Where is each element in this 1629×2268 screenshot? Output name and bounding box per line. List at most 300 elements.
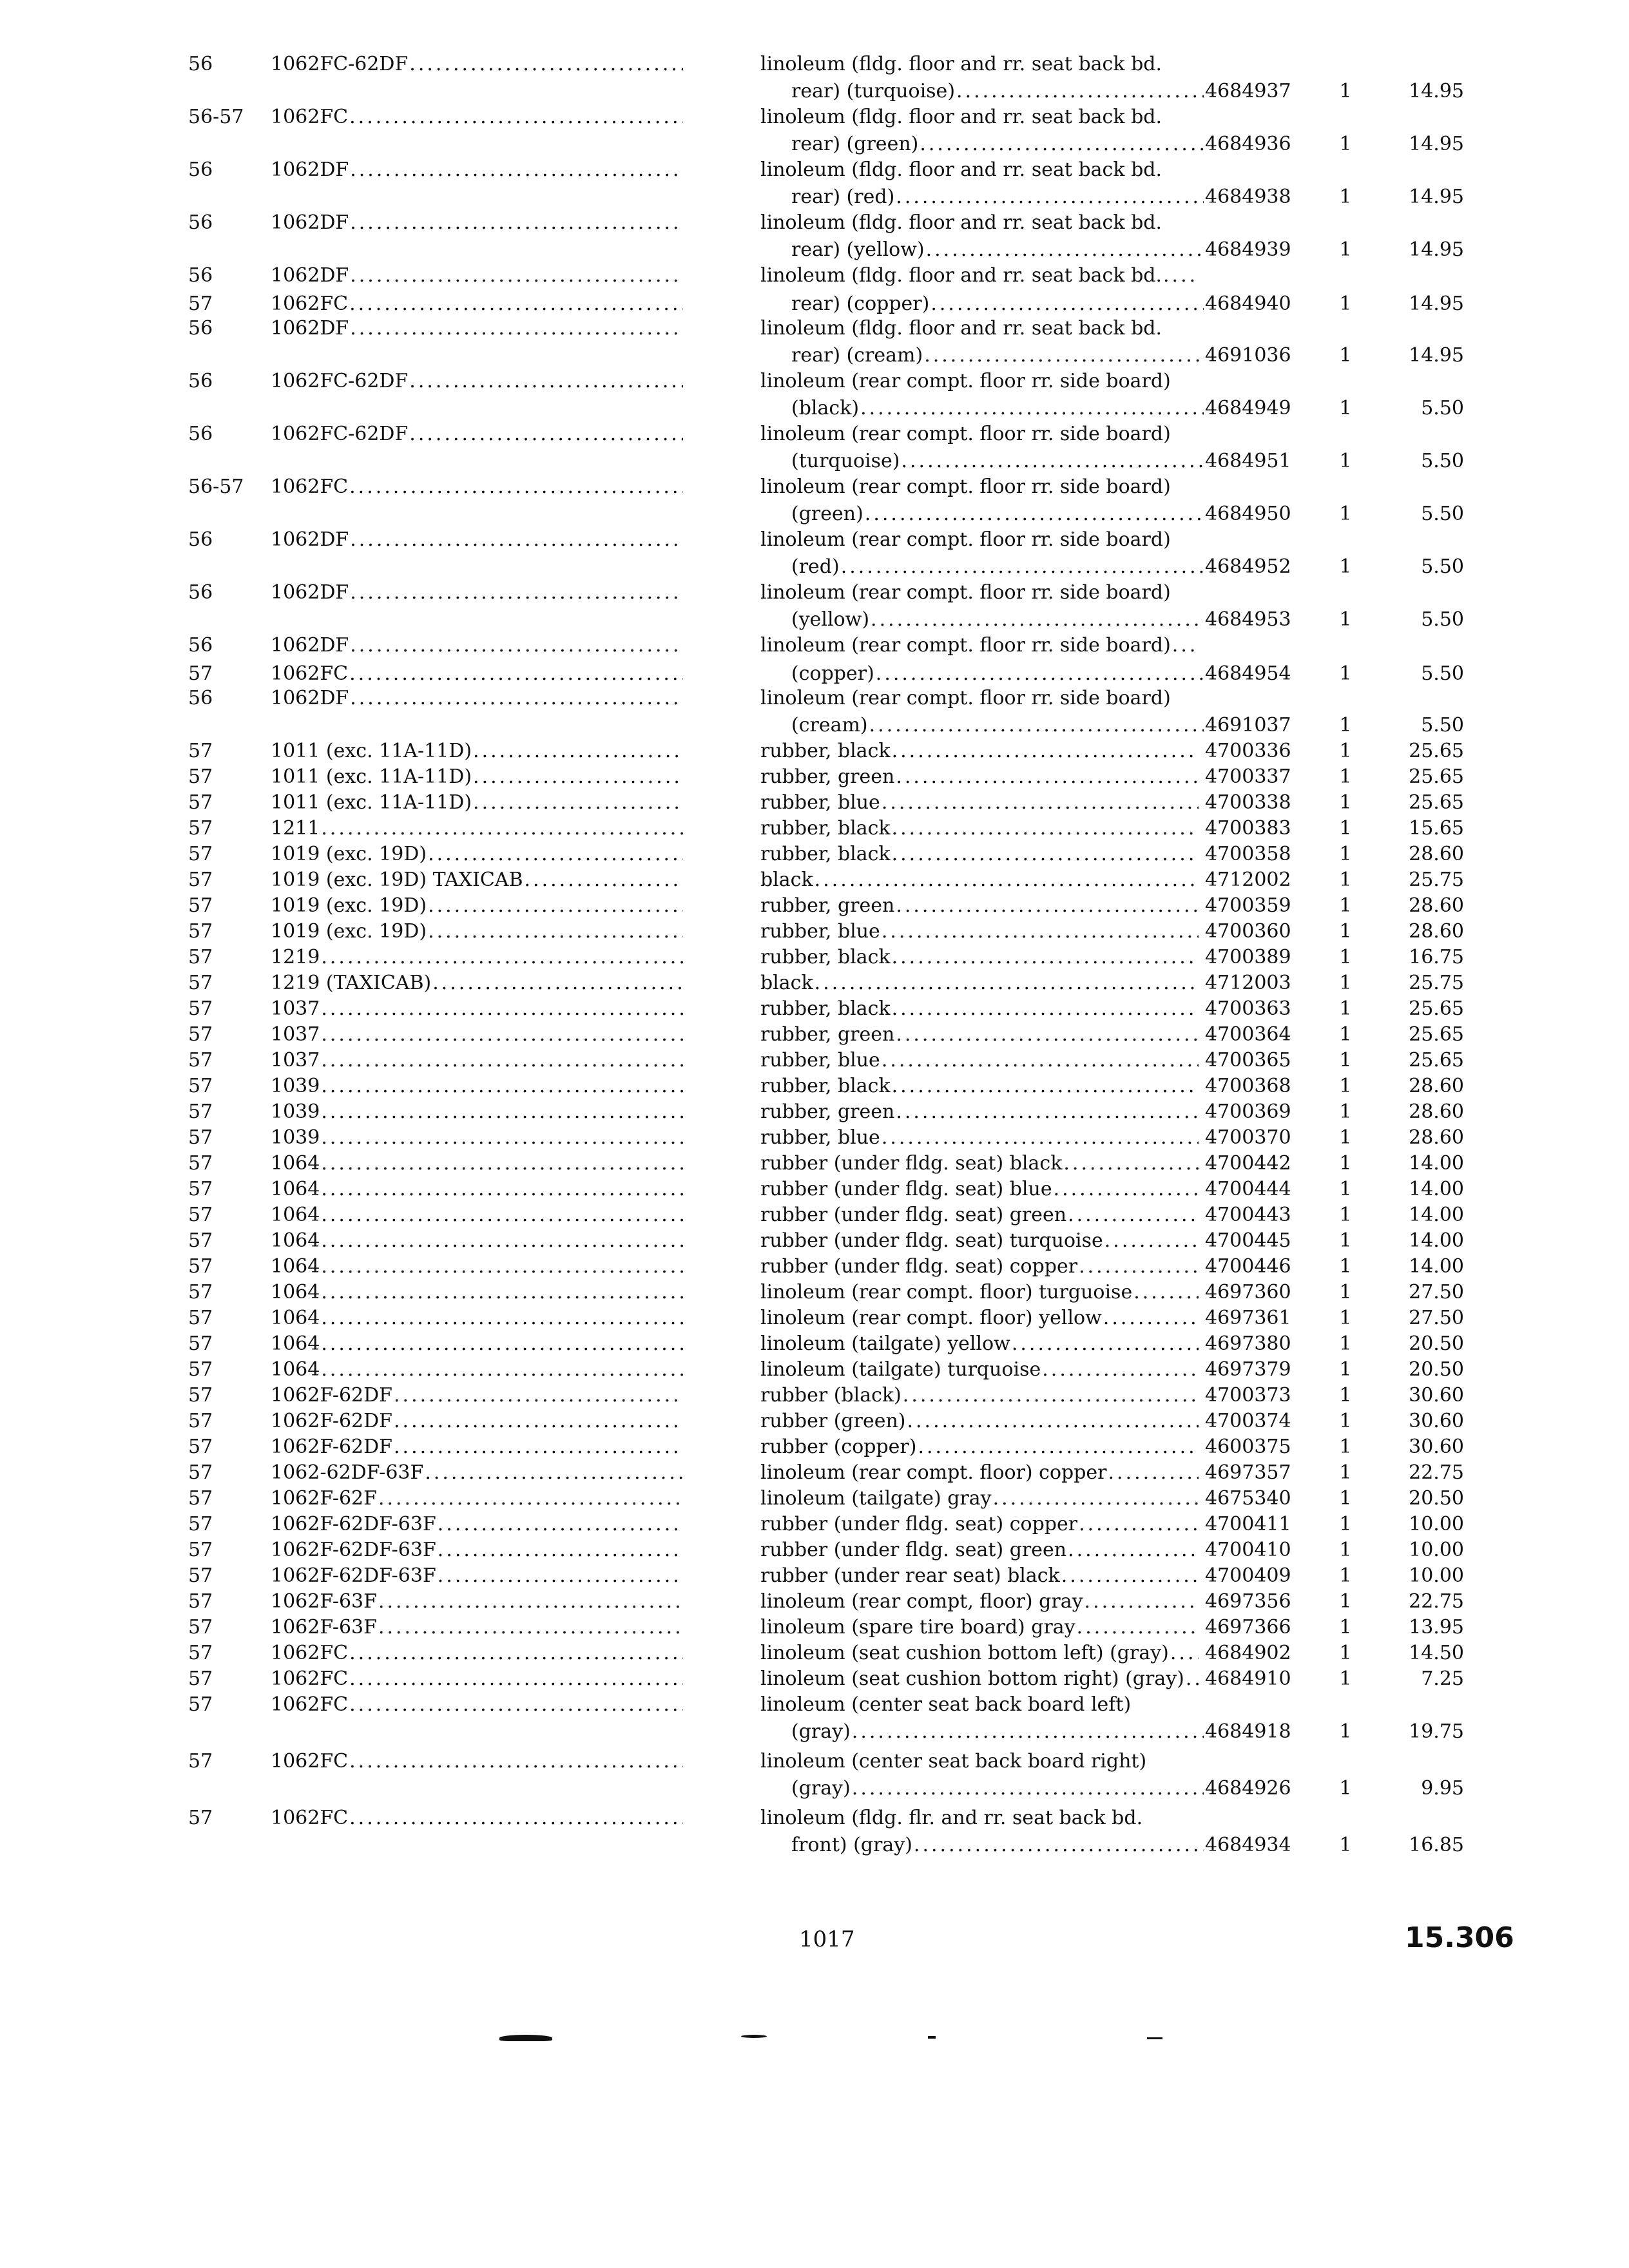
year-cell: 57: [188, 1126, 213, 1149]
table-row-continuation: [0, 184, 1629, 210]
quantity-cell: 1: [1339, 1513, 1352, 1535]
description-continuation: [791, 713, 1204, 738]
description-cell: [760, 1228, 1199, 1254]
model-cell: [271, 1280, 683, 1305]
table-row: [0, 1202, 1629, 1228]
part-number-cell: 4684910: [1205, 1667, 1291, 1690]
dot-leader: [349, 1692, 683, 1718]
model-cell: [271, 1512, 683, 1537]
price-cell: 28.60: [1409, 920, 1464, 943]
table-row: [0, 580, 1629, 606]
year-cell: 56: [188, 211, 213, 234]
dot-leader: [901, 448, 1204, 474]
quantity-cell: 1: [1339, 1384, 1352, 1407]
table-row: [0, 210, 1629, 236]
scan-artifact: [741, 2035, 767, 2038]
part-number-cell: 4697357: [1205, 1461, 1291, 1484]
year-cell: 57: [188, 1178, 213, 1200]
model-cell: [271, 1099, 683, 1125]
quantity-cell: 1: [1339, 1834, 1352, 1856]
model-cell-text: 1062FC: [271, 662, 349, 685]
price-cell: 28.60: [1409, 1075, 1464, 1097]
model-cell: [271, 1022, 683, 1048]
description-cell-text: linoleum (rear compt. floor) yellow: [760, 1307, 1102, 1329]
model-cell: [271, 1408, 683, 1434]
table-row-continuation: [0, 237, 1629, 263]
price-cell: 25.65: [1409, 997, 1464, 1020]
part-number-cell: 4700359: [1205, 894, 1291, 917]
description-continuation-text: (cream): [791, 714, 868, 736]
year-cell: 56: [188, 317, 213, 340]
table-row: [0, 1073, 1629, 1099]
description-cell: [760, 945, 1199, 970]
model-cell-text: 1062DF: [271, 581, 349, 604]
description-cell: [760, 841, 1199, 867]
dot-leader: [321, 945, 683, 970]
model-cell-text: 1062FC-62DF: [271, 423, 409, 445]
model-cell-text: 1064: [271, 1152, 320, 1175]
quantity-cell: 1: [1339, 1436, 1352, 1458]
dot-leader: [321, 1177, 683, 1202]
description-cell: linoleum (fldg. floor and rr. seat back bd.: [760, 159, 1162, 181]
dot-leader: [903, 1383, 1199, 1408]
quantity-cell: 1: [1339, 1100, 1352, 1123]
part-number-cell: 4684902: [1205, 1642, 1291, 1664]
dot-leader: [896, 893, 1199, 919]
dot-leader: [409, 52, 683, 77]
table-row: [0, 686, 1629, 711]
table-row: [0, 421, 1629, 447]
dot-leader: [924, 343, 1204, 369]
dot-leader: [350, 633, 683, 658]
year-cell: 57: [188, 972, 213, 994]
dot-leader: [1103, 1305, 1199, 1331]
model-cell-text: 1062F-63F: [271, 1590, 377, 1613]
dot-leader: [1054, 1177, 1199, 1202]
table-row: [0, 633, 1629, 658]
price-cell: 5.50: [1421, 608, 1464, 631]
dot-leader: [321, 816, 683, 841]
scan-artifact: [499, 2035, 552, 2041]
dot-leader: [378, 1589, 683, 1615]
model-cell-text: 1062DF: [271, 211, 349, 234]
model-cell: [271, 686, 683, 711]
year-cell: 57: [188, 1100, 213, 1123]
year-cell: 56: [188, 370, 213, 392]
description-cell-text: rubber (under rear seat) black: [760, 1564, 1060, 1587]
table-row: [0, 1408, 1629, 1434]
dot-leader: [349, 1666, 683, 1692]
price-cell: 22.75: [1409, 1590, 1464, 1613]
dot-leader: [321, 1073, 683, 1099]
year-cell: 56: [188, 687, 213, 709]
dot-leader: [438, 1512, 683, 1537]
description-continuation: [791, 501, 1204, 527]
year-cell: 57: [188, 1807, 213, 1829]
description-continuation-text: rear) (copper): [791, 293, 930, 315]
description-cell: [760, 1615, 1199, 1640]
year-cell: 57: [188, 843, 213, 865]
quantity-cell: 1: [1339, 740, 1352, 762]
price-cell: 14.50: [1409, 1642, 1464, 1664]
dot-leader: [321, 1305, 683, 1331]
dot-leader: [473, 764, 683, 790]
table-row-continuation: [0, 1832, 1629, 1858]
part-number-cell: 4700358: [1205, 843, 1291, 865]
dot-leader: [1104, 1228, 1199, 1254]
dot-leader: [378, 1486, 683, 1512]
model-cell-text: 1062FC: [271, 476, 349, 498]
table-row: [0, 1383, 1629, 1408]
description-cell: [760, 1177, 1199, 1202]
description-cell: [760, 790, 1199, 816]
model-cell: [271, 1749, 683, 1774]
quantity-cell: 1: [1339, 1461, 1352, 1484]
dot-leader: [349, 291, 683, 317]
table-row: [0, 1151, 1629, 1177]
quantity-cell: 1: [1339, 817, 1352, 840]
description-cell: [760, 1099, 1199, 1125]
table-row-continuation: [0, 448, 1629, 474]
table-row: [0, 474, 1629, 500]
description-cell: linoleum (rear compt. floor rr. side board): [760, 687, 1171, 709]
dot-leader: [1068, 1202, 1199, 1228]
model-cell: [271, 945, 683, 970]
description-cell-text: rubber, blue: [760, 791, 880, 814]
model-cell: [271, 474, 683, 500]
dot-leader: [432, 970, 683, 996]
price-cell: 30.60: [1409, 1410, 1464, 1432]
model-cell: [271, 1305, 683, 1331]
model-cell: [271, 738, 683, 764]
description-continuation-text: (gray): [791, 1777, 851, 1800]
model-cell-text: 1062F-62DF: [271, 1410, 392, 1432]
dot-leader: [349, 661, 683, 687]
description-cell-text: black: [760, 972, 813, 994]
description-continuation-text: rear) (cream): [791, 344, 923, 367]
table-row: [0, 1537, 1629, 1563]
year-cell: 57: [188, 1667, 213, 1690]
part-number-cell: 4700446: [1205, 1255, 1291, 1278]
description-cell: [760, 1280, 1199, 1305]
description-cell-text: linoleum (seat cushion bottom right) (gray): [760, 1667, 1184, 1690]
table-row: [0, 1589, 1629, 1615]
model-cell-text: 1062FC: [271, 1693, 349, 1716]
dot-leader: [349, 1749, 683, 1774]
dot-leader: [321, 1357, 683, 1383]
dot-leader: [1079, 1254, 1199, 1280]
table-row: [0, 1357, 1629, 1383]
table-row: [0, 970, 1629, 996]
part-number-cell: 4697379: [1205, 1358, 1291, 1381]
quantity-cell: 1: [1339, 1410, 1352, 1432]
description-cell: linoleum (fldg. floor and rr. seat back bd.: [760, 317, 1162, 340]
model-cell: [271, 104, 683, 130]
description-cell-text: linoleum (tailgate) turquoise: [760, 1358, 1041, 1381]
description-continuation-text: rear) (green): [791, 133, 919, 155]
part-number-cell: 4697360: [1205, 1281, 1291, 1303]
dot-leader: [896, 1099, 1199, 1125]
quantity-cell: 1: [1339, 450, 1352, 472]
price-cell: 10.00: [1409, 1539, 1464, 1561]
table-row: [0, 841, 1629, 867]
model-cell-text: 1062FC: [271, 1667, 349, 1690]
price-cell: 14.00: [1409, 1178, 1464, 1200]
year-cell: 56: [188, 423, 213, 445]
year-cell: 57: [188, 1513, 213, 1535]
model-cell-text: 1039: [271, 1075, 320, 1097]
price-cell: 28.60: [1409, 1100, 1464, 1123]
table-row: [0, 1615, 1629, 1640]
year-cell: 56-57: [188, 106, 244, 128]
quantity-cell: 1: [1339, 1777, 1352, 1800]
price-cell: 25.65: [1409, 1023, 1464, 1046]
model-cell-text: 1062FC: [271, 1750, 349, 1773]
model-cell: [271, 1486, 683, 1512]
year-cell: 57: [188, 791, 213, 814]
description-cell-text: rubber, green: [760, 1023, 895, 1046]
dot-leader: [882, 790, 1199, 816]
quantity-cell: 1: [1339, 1539, 1352, 1561]
model-cell: [271, 369, 683, 394]
description-cell: [760, 764, 1199, 790]
year-cell: 57: [188, 869, 213, 891]
part-number-cell: 4700411: [1205, 1513, 1291, 1535]
description-cell: linoleum (fldg. flr. and rr. seat back bd.: [760, 1807, 1143, 1829]
price-cell: 27.50: [1409, 1307, 1464, 1329]
table-row: [0, 1331, 1629, 1357]
model-cell-text: 1211: [271, 817, 320, 840]
dot-leader: [815, 867, 1199, 893]
quantity-cell: 1: [1339, 1667, 1352, 1690]
table-row: [0, 1305, 1629, 1331]
price-cell: 7.25: [1421, 1667, 1464, 1690]
quantity-cell: 1: [1339, 1126, 1352, 1149]
table-row: [0, 790, 1629, 816]
description-cell: [760, 1408, 1199, 1434]
quantity-cell: 1: [1339, 608, 1352, 631]
model-cell-text: 1062FC: [271, 1807, 349, 1829]
year-cell: 56: [188, 159, 213, 181]
model-cell-text: 1062FC: [271, 1642, 349, 1664]
table-row-continuation: [0, 501, 1629, 527]
table-row: [0, 919, 1629, 945]
model-cell-text: 1011 (exc. 11A-11D): [271, 740, 472, 762]
model-cell: [271, 996, 683, 1022]
part-number-cell: 4684934: [1205, 1834, 1291, 1856]
description-cell: [760, 919, 1199, 945]
description-continuation: [791, 1719, 1204, 1745]
price-cell: 25.65: [1409, 791, 1464, 814]
description-cell-text: rubber (under fldg. seat) green: [760, 1539, 1067, 1561]
quantity-cell: 1: [1339, 1152, 1352, 1175]
table-row-continuation: [0, 131, 1629, 157]
year-cell: 56: [188, 264, 213, 287]
year-cell: 56: [188, 528, 213, 551]
description-cell-text: rubber, blue: [760, 920, 880, 943]
part-number-cell: 4684938: [1205, 186, 1291, 208]
dot-leader: [1084, 1589, 1199, 1615]
model-cell: [271, 1434, 683, 1460]
year-cell: 57: [188, 1539, 213, 1561]
description-continuation: [791, 1776, 1204, 1802]
dot-leader: [914, 1832, 1204, 1858]
year-cell: 57: [188, 1436, 213, 1458]
part-number-cell: 4700360: [1205, 920, 1291, 943]
part-number-cell: 4691036: [1205, 344, 1291, 367]
model-cell-text: 1062F-62DF: [271, 1436, 392, 1458]
price-cell: 22.75: [1409, 1461, 1464, 1484]
quantity-cell: 1: [1339, 133, 1352, 155]
table-row: [0, 893, 1629, 919]
dot-leader: [394, 1383, 683, 1408]
model-cell-text: 1019 (exc. 19D): [271, 920, 427, 943]
model-cell-text: 1062DF: [271, 687, 349, 709]
description-cell: [760, 816, 1199, 841]
part-number-cell: 4684954: [1205, 662, 1291, 685]
description-cell: [760, 1331, 1199, 1357]
dot-leader: [350, 210, 683, 236]
model-cell: [271, 841, 683, 867]
quantity-cell: 1: [1339, 1720, 1352, 1743]
table-row: [0, 1563, 1629, 1589]
dot-leader: [1012, 1331, 1199, 1357]
dot-leader: [349, 104, 683, 130]
year-cell: 57: [188, 1410, 213, 1432]
price-cell: 14.95: [1409, 186, 1464, 208]
quantity-cell: 1: [1339, 920, 1352, 943]
year-cell: 57: [188, 1307, 213, 1329]
description-cell-text: linoleum (spare tire board) gray: [760, 1616, 1075, 1639]
model-cell: [271, 790, 683, 816]
model-cell-text: 1064: [271, 1229, 320, 1252]
quantity-cell: 1: [1339, 1255, 1352, 1278]
quantity-cell: 1: [1339, 1564, 1352, 1587]
description-continuation-text: rear) (turquoise): [791, 80, 956, 102]
dot-leader: [1170, 1640, 1199, 1666]
description-cell: [760, 1254, 1199, 1280]
quantity-cell: 1: [1339, 1229, 1352, 1252]
dot-leader: [378, 1615, 683, 1640]
year-cell: 57: [188, 1487, 213, 1510]
price-cell: 25.65: [1409, 1049, 1464, 1072]
description-cell-text: rubber (under fldg. seat) copper: [760, 1255, 1078, 1278]
description-cell-text: linoleum (tailgate) yellow: [760, 1332, 1010, 1355]
price-cell: 10.00: [1409, 1564, 1464, 1587]
year-cell: 57: [188, 1750, 213, 1773]
description-cell-text: rubber, black: [760, 946, 891, 968]
year-cell: 57: [188, 1616, 213, 1639]
table-row: [0, 1486, 1629, 1512]
description-continuation: [791, 291, 1204, 317]
price-cell: 20.50: [1409, 1332, 1464, 1355]
description-continuation-text: front) (gray): [791, 1834, 912, 1856]
part-number-cell: 4700442: [1205, 1152, 1291, 1175]
model-cell-text: 1062F-62DF-63F: [271, 1564, 436, 1587]
dot-leader: [930, 291, 1204, 317]
price-cell: 5.50: [1421, 450, 1464, 472]
model-cell: [271, 1615, 683, 1640]
model-cell-text: 1019 (exc. 19D): [271, 843, 427, 865]
dot-leader: [892, 841, 1199, 867]
year-cell: 57: [188, 1255, 213, 1278]
year-cell: 57: [188, 1693, 213, 1716]
part-number-cell: 4712003: [1205, 972, 1291, 994]
model-cell-text: 1037: [271, 997, 320, 1020]
description-cell-text: rubber (under fldg. seat) black: [760, 1152, 1063, 1175]
description-cell-text: rubber, black: [760, 817, 891, 840]
price-cell: 27.50: [1409, 1281, 1464, 1303]
table-row: [0, 661, 1629, 687]
dot-leader: [892, 1073, 1199, 1099]
price-cell: 28.60: [1409, 843, 1464, 865]
model-cell-text: 1037: [271, 1023, 320, 1046]
description-cell-text: rubber (under fldg. seat) blue: [760, 1178, 1052, 1200]
year-cell: 57: [188, 1152, 213, 1175]
model-cell: [271, 970, 683, 996]
table-row: [0, 1254, 1629, 1280]
dot-leader: [438, 1537, 683, 1563]
table-row: [0, 1749, 1629, 1774]
description-cell: linoleum (rear compt. floor rr. side board): [760, 423, 1171, 445]
part-number-cell: 4712002: [1205, 869, 1291, 891]
table-row-continuation: [0, 1719, 1629, 1745]
table-row-continuation: [0, 396, 1629, 421]
table-row: [0, 1692, 1629, 1718]
price-cell: 9.95: [1421, 1777, 1464, 1800]
description-cell-text: rubber, black: [760, 997, 891, 1020]
quantity-cell: 1: [1339, 1307, 1352, 1329]
description-cell: [760, 1460, 1199, 1486]
model-cell: [271, 1331, 683, 1357]
model-cell-text: 1062DF: [271, 159, 349, 181]
dot-leader: [1163, 263, 1199, 289]
table-row: [0, 263, 1629, 289]
year-cell: 57: [188, 293, 213, 315]
part-number-cell: 4700410: [1205, 1539, 1291, 1561]
quantity-cell: 1: [1339, 894, 1352, 917]
scan-artifact: [1147, 2037, 1162, 2039]
part-number-cell: 4700336: [1205, 740, 1291, 762]
model-cell: [271, 291, 683, 317]
year-cell: 57: [188, 1461, 213, 1484]
model-cell: [271, 1640, 683, 1666]
description-cell: [760, 1202, 1199, 1228]
quantity-cell: 1: [1339, 843, 1352, 865]
description-cell-text: linoleum (rear compt, floor) gray: [760, 1590, 1083, 1613]
price-cell: 19.75: [1409, 1720, 1464, 1743]
part-number-cell: 4700389: [1205, 946, 1291, 968]
dot-leader: [896, 1022, 1199, 1048]
description-cell-text: rubber, black: [760, 843, 891, 865]
description-cell: [760, 1357, 1199, 1383]
year-cell: 57: [188, 1023, 213, 1046]
quantity-cell: 1: [1339, 1075, 1352, 1097]
dot-leader: [350, 157, 683, 183]
part-number-cell: 4697361: [1205, 1307, 1291, 1329]
price-cell: 14.00: [1409, 1255, 1464, 1278]
table-row-continuation: [0, 607, 1629, 633]
description-cell: [760, 738, 1199, 764]
description-cell-text: rubber (black): [760, 1384, 901, 1407]
part-number-cell: 4700443: [1205, 1204, 1291, 1226]
description-cell: [760, 1305, 1199, 1331]
model-cell: [271, 1048, 683, 1073]
model-cell-text: 1019 (exc. 19D) TAXICAB: [271, 869, 523, 891]
quantity-cell: 1: [1339, 1204, 1352, 1226]
part-number-cell: 4700370: [1205, 1126, 1291, 1149]
table-row: [0, 1512, 1629, 1537]
